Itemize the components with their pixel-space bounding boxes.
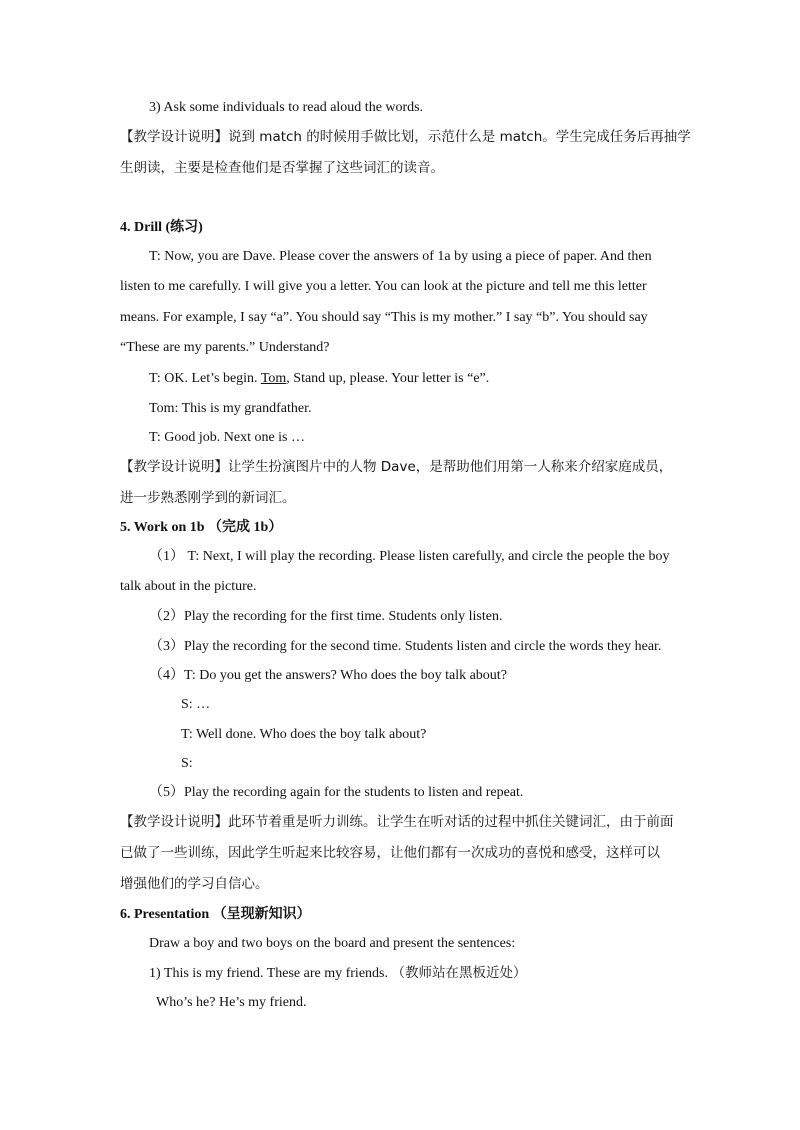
design-note-3-line-1: 【教学设计说明】此环节着重是听力训练。让学生在听对话的过程中抓住关键词汇，由于前面: [120, 814, 674, 830]
presentation-line-2-text: 1) This is my friend. These are my friends.: [149, 966, 392, 981]
section-6-heading: 6. Presentation （呈现新知识）: [120, 907, 311, 922]
work-line-9: （5）Play the recording again for the students to listen and repeat.: [149, 785, 524, 800]
drill-line-5-end: , Stand up, please. Your letter is “e”.: [286, 371, 490, 386]
section-4-heading: 4. Drill (练习): [120, 220, 203, 235]
drill-line-4: “These are my parents.” Understand?: [120, 340, 330, 355]
work-line-7: T: Well done. Who does the boy talk about?: [181, 727, 427, 742]
work-line-4: （3）Play the recording for the second time. Students listen and circle the words they hear.: [149, 639, 662, 654]
drill-line-6: Tom: This is my grandfather.: [149, 401, 312, 416]
design-note-1-line-1: 【教学设计说明】说到 match 的时候用手做比划，示范什么是 match。学生完成任务后再抽学: [120, 129, 691, 145]
design-note-3-line-3: 增强他们的学习自信心。: [120, 876, 269, 892]
teacher-position-note: （教师站在黑板近处）: [391, 965, 527, 981]
step-3-line: 3) Ask some individuals to read aloud the words.: [149, 100, 424, 115]
design-note-3-line-2: 已做了一些训练，因此学生听起来比较容易，让他们都有一次成功的喜悦和感受，这样可以: [120, 845, 660, 861]
section-5-heading: 5. Work on 1b （完成 1b）: [120, 520, 283, 535]
work-line-8: S:: [181, 756, 193, 771]
drill-line-5: [149, 369, 489, 389]
presentation-line-3: Who’s he? He’s my friend.: [156, 995, 307, 1010]
underlined-name: Tom: [260, 371, 287, 386]
drill-line-1: T: Now, you are Dave. Please cover the answers of 1a by using a piece of paper. And then: [149, 249, 652, 264]
design-note-2-line-1: 【教学设计说明】让学生扮演图片中的人物 Dave，是帮助他们用第一人称来介绍家庭成员，: [120, 459, 673, 475]
design-note-1-line-2: 生朗读，主要是检查他们是否掌握了这些词汇的读音。: [120, 160, 444, 176]
drill-line-5-start: T: OK. Let’s begin.: [149, 371, 261, 386]
drill-line-3: means. For example, I say “a”. You should say “This is my mother.” I say “b”. You should say: [120, 310, 648, 325]
work-line-5: （4）T: Do you get the answers? Who does the boy talk about?: [149, 668, 507, 683]
work-line-6: S: …: [181, 697, 211, 712]
work-line-2: talk about in the picture.: [120, 579, 257, 594]
design-note-2-line-2: 进一步熟悉刚学到的新词汇。: [120, 490, 296, 506]
drill-line-7: T: Good job. Next one is …: [149, 430, 306, 445]
work-line-1: （1） T: Next, I will play the recording. Please listen carefully, and circle the people the boy: [149, 549, 670, 564]
presentation-line-1: Draw a boy and two boys on the board and present the sentences:: [149, 936, 516, 951]
work-line-3: （2）Play the recording for the first time. Students only listen.: [149, 609, 503, 624]
presentation-line-2: [149, 963, 526, 984]
drill-line-2: listen to me carefully. I will give you a letter. You can look at the picture and tell me this letter: [120, 279, 647, 294]
